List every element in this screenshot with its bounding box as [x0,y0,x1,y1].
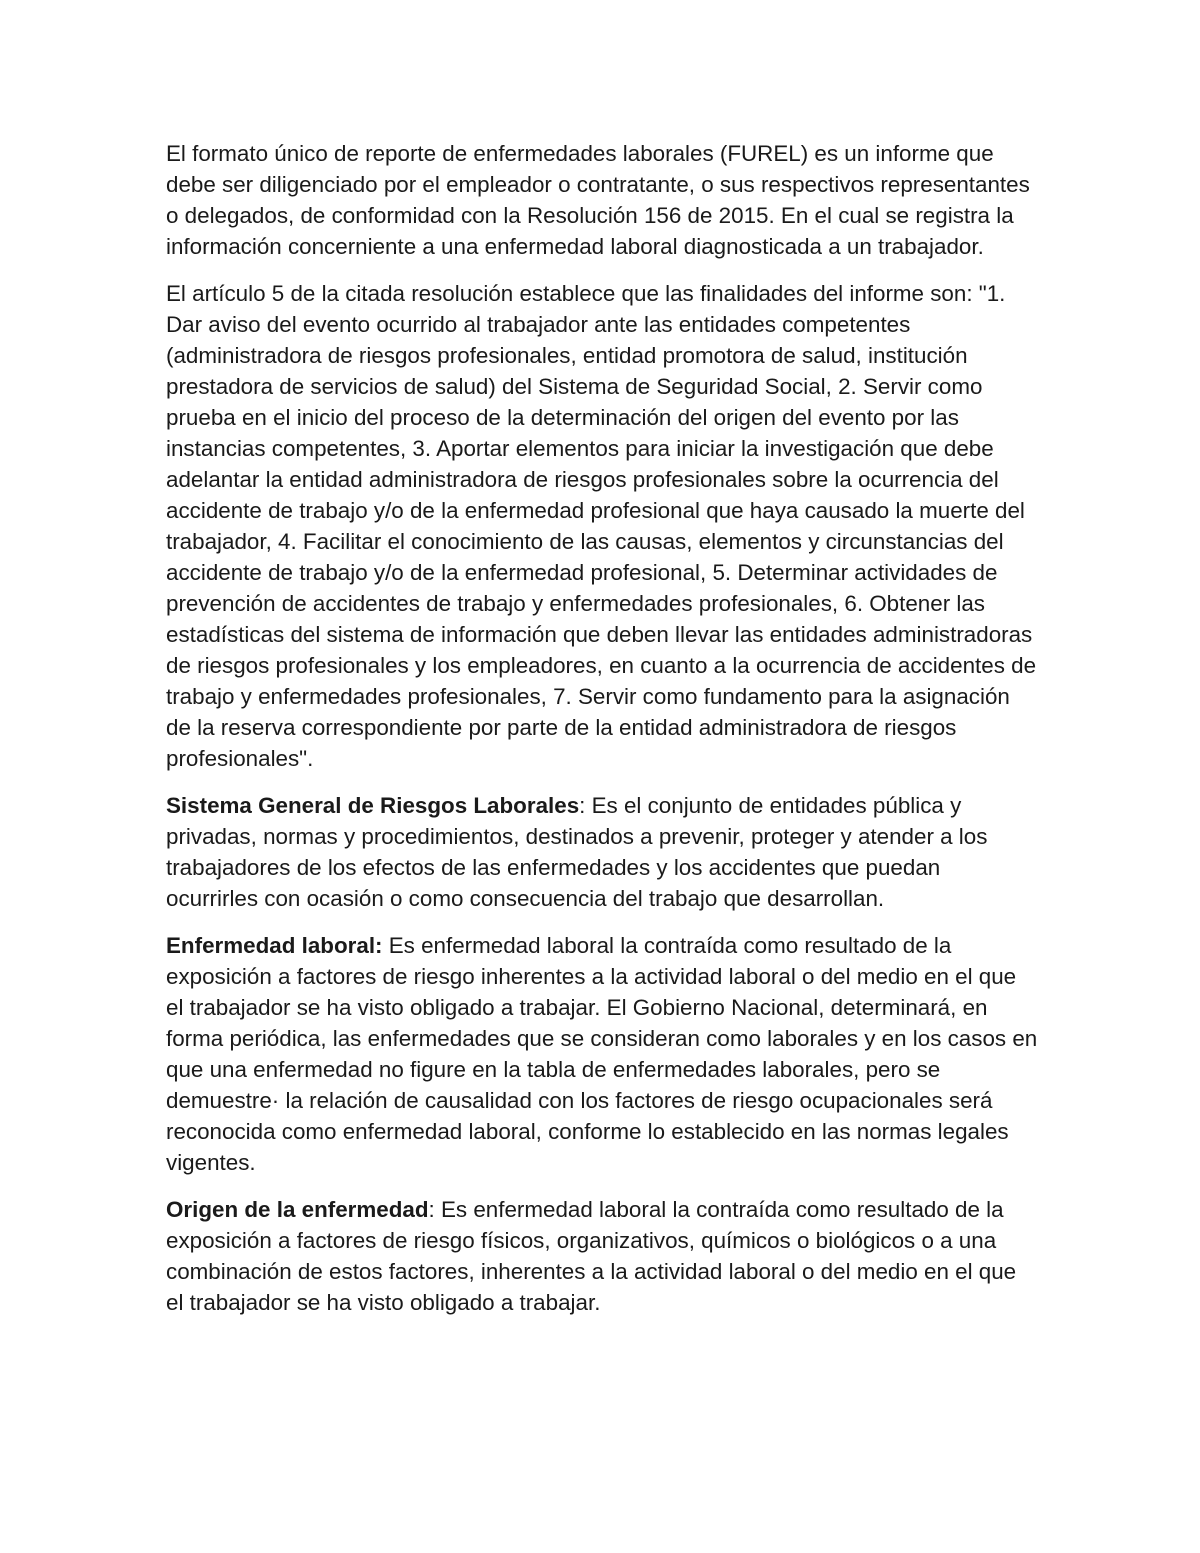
paragraph-furel-intro [166,138,1038,262]
paragraph-sistema-general [166,790,1038,914]
definition-term: Sistema General de Riesgos Laborales [166,793,580,818]
definition-term: Origen de la enfermedad [166,1197,429,1222]
paragraph-articulo-5 [166,278,1038,774]
paragraph-enfermedad-laboral [166,930,1038,1178]
definition-text: Es enfermedad laboral la contraída como resultado de la exposición a factores de riesgo inherentes a la actividad laboral o del medio en el que el trabajador se ha visto obligado a trabajar. El Gobierno Nacional, determinará, en forma periódica, las enfermedades que se consideran como laborales y en los casos en que una enfermedad no figure en la tabla de enfermedades laborales, pero se demuestre· la relación de causalidad con los factores de riesgo ocupacionales será reconocida como enfermedad laboral, conforme lo establecido en las normas legales vigentes. [166,933,1038,1175]
definition-term: Enfermedad laboral: [166,933,383,958]
paragraph-origen-enfermedad [166,1194,1038,1318]
paragraph-text: El artículo 5 de la citada resolución establece que las finalidades del informe son: "1. Dar aviso del evento ocurrido al trabajador ante las entidades competentes (administradora de riesgos profesionales, entidad promotora de salud, institución prestadora de servicios de salud) del Sistema de Seguridad Social, 2. Servir como prueba en el inicio del proceso de la determinación del origen del evento por las instancias competentes, 3. Aportar elementos para iniciar la investigación que debe adelantar la entidad administradora de riesgos profesionales sobre la ocurrencia del accidente de trabajo y/o de la enfermedad profesional que haya causado la muerte del trabajador, 4. Facilitar el conocimiento de las causas, elementos y circunstancias del accidente de trabajo y/o de la enfermedad profesional, 5. Determinar actividades de prevención de accidentes de trabajo y enfermedades profesionales, 6. Obtener las estadísticas del sistema de información que deben llevar las entidades administradoras de riesgos profesionales y los empleadores, en cuanto a la ocurrencia de accidentes de trabajo y enfermedades profesionales, 7. Servir como fundamento para la asignación de la reserva correspondiente por parte de la entidad administradora de riesgos profesionales". [166,281,1037,771]
definition-text: : Es el conjunto de entidades pública y privadas, normas y procedimientos, destinados a prevenir, proteger y atender a los trabajadores de los efectos de las enfermedades y los accidentes que puedan ocurrirles con ocasión o como consecuencia del trabajo que desarrollan. [166,793,988,911]
document-page [166,138,1038,1334]
paragraph-text: El formato único de reporte de enfermedades laborales (FUREL) es un informe que debe ser diligenciado por el empleador o contratante, o sus respectivos representantes o delegados, de conformidad con la Resolución 156 de 2015. En el cual se registra la información concerniente a una enfermedad laboral diagnosticada a un trabajador. [166,141,1030,259]
definition-text: : Es enfermedad laboral la contraída como resultado de la exposición a factores de riesgo físicos, organizativos, químicos o biológicos o a una combinación de estos factores, inherentes a la actividad laboral o del medio en el que el trabajador se ha visto obligado a trabajar. [166,1197,1017,1315]
